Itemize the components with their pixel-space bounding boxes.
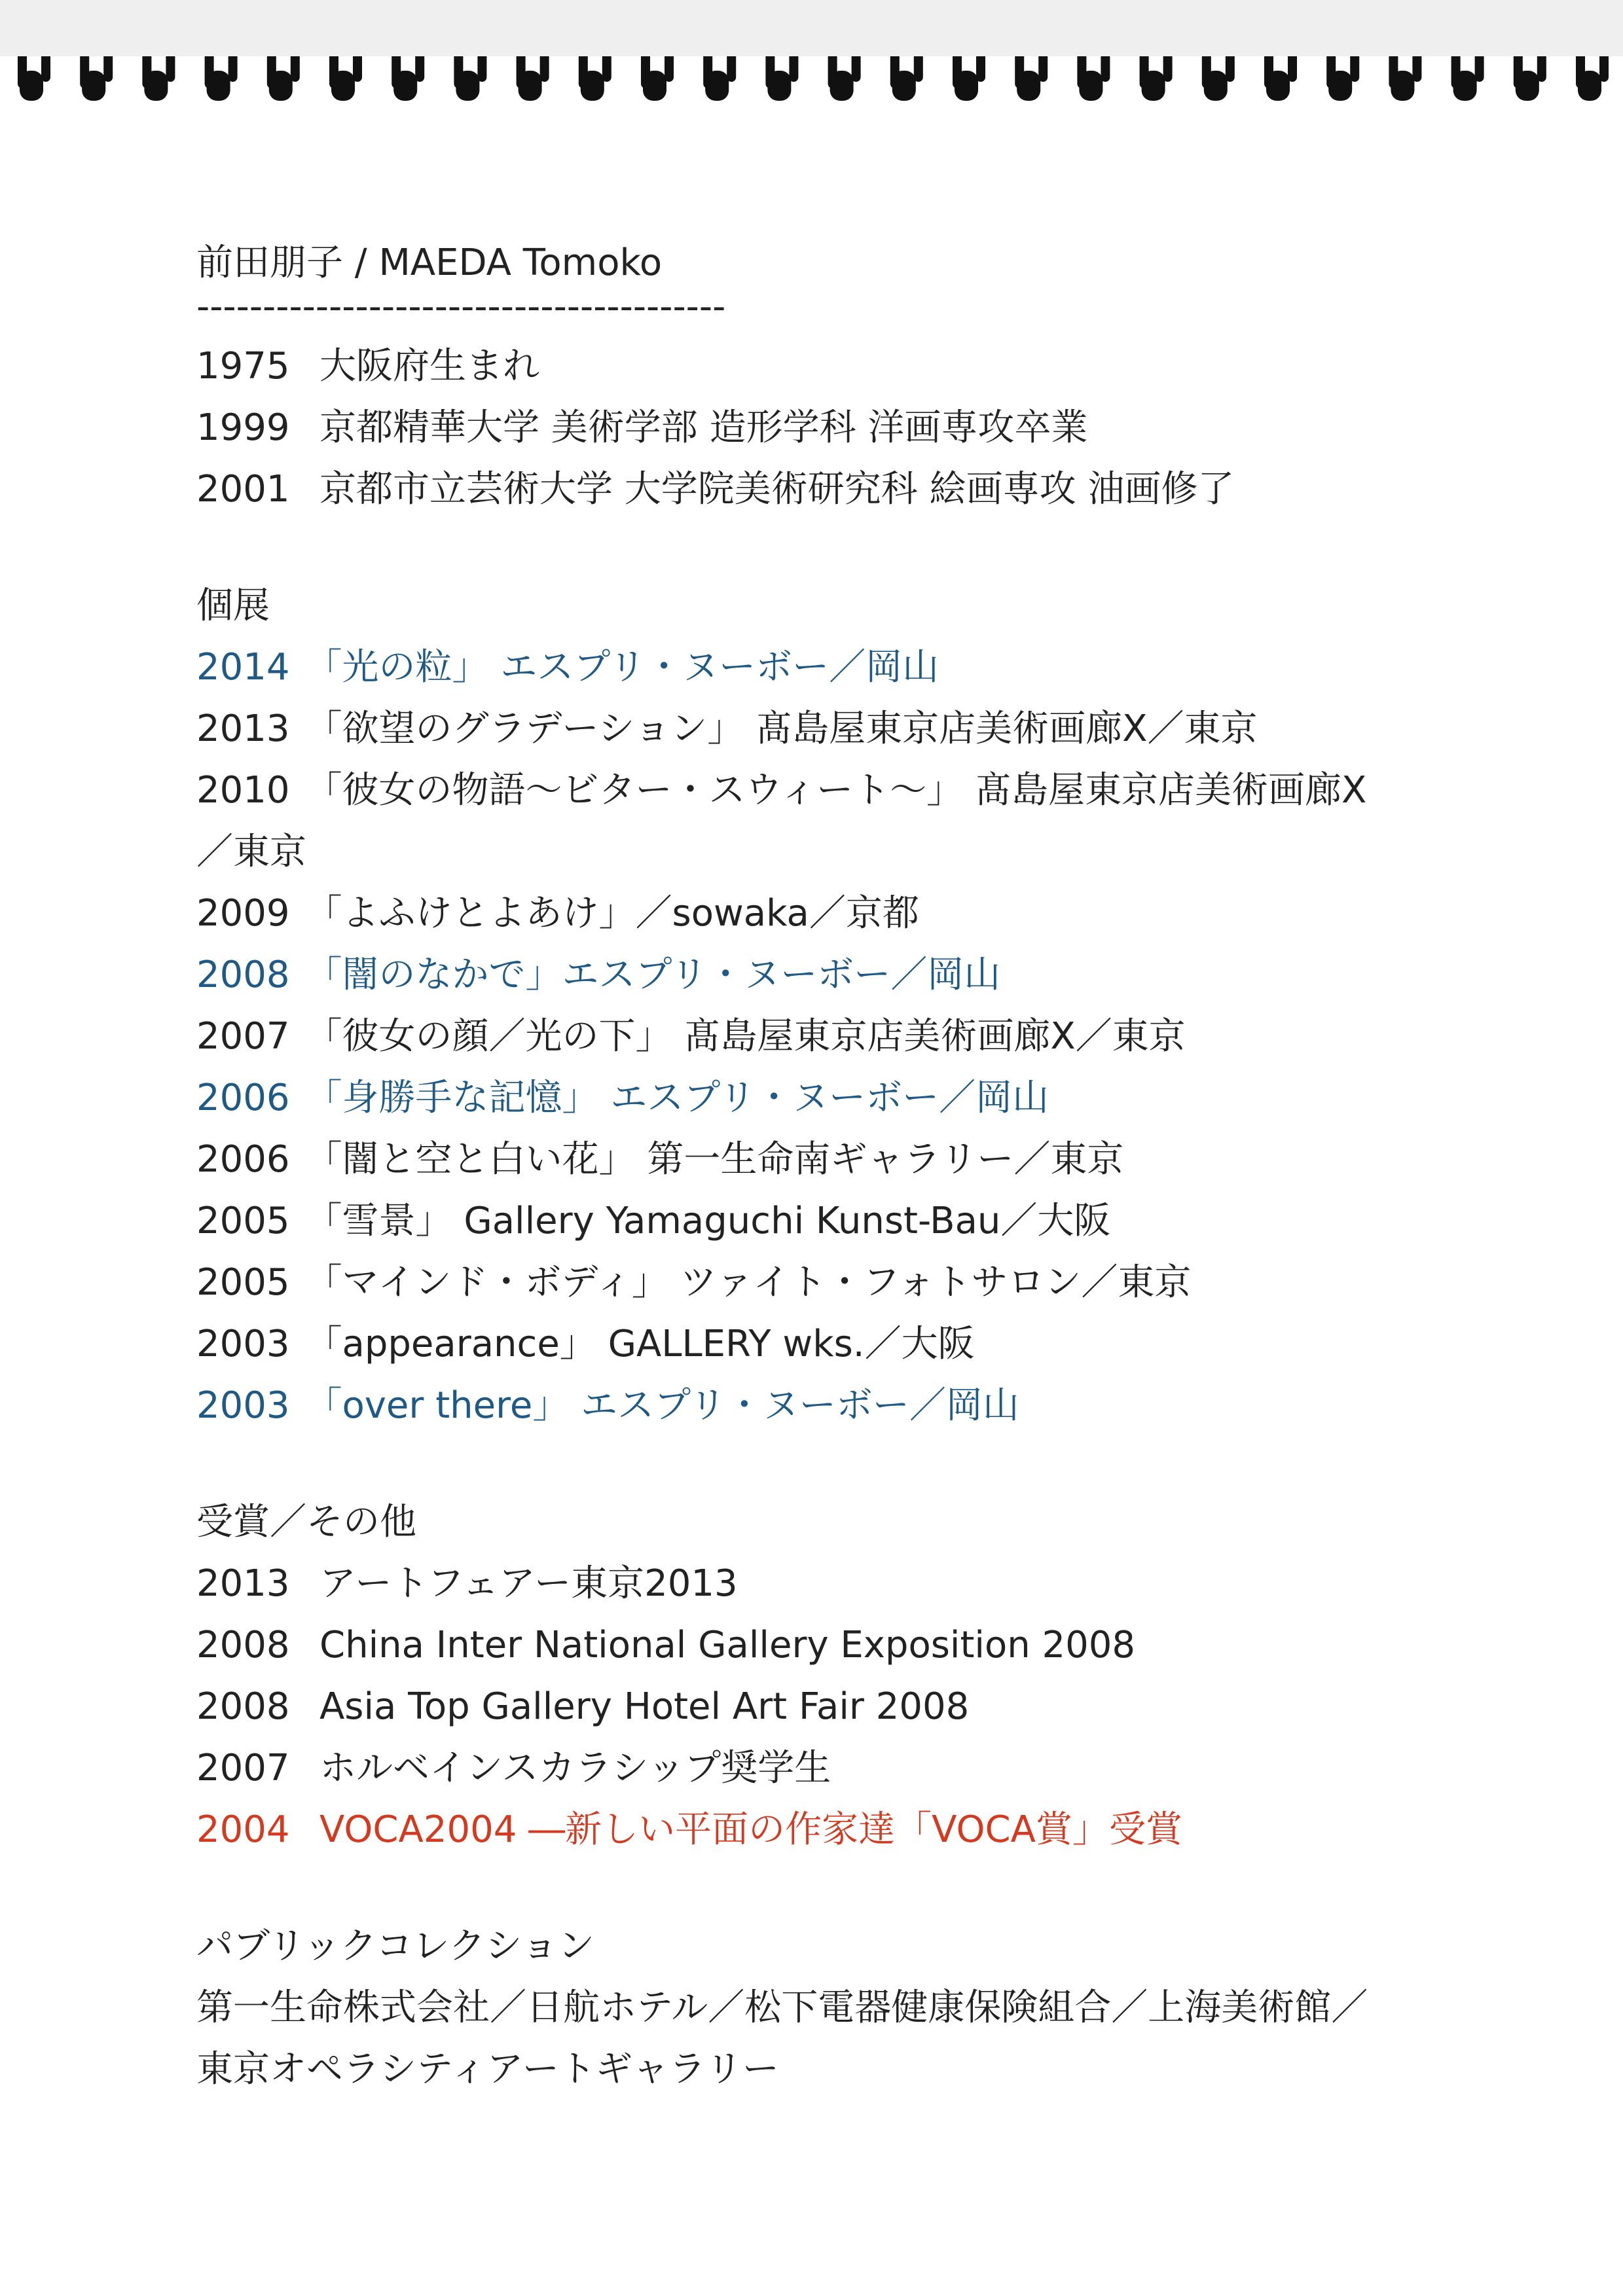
exhibition-text: 「闇のなかで」エスプリ・ヌーボー／岡山: [305, 954, 1001, 996]
collections-line: 東京オペラシティアートギャラリー: [196, 2048, 779, 2090]
award-text: China Inter National Gallery Exposition 2008: [319, 1624, 1136, 1666]
exhibition-row: [196, 883, 1506, 944]
award-year: 2008: [196, 1685, 290, 1728]
exhibition-year: 2014: [196, 646, 290, 689]
exhibition-year: 2005: [196, 1261, 290, 1304]
exhibition-year: 2008: [196, 954, 290, 996]
bio-text: 京都市立芸術大学 大学院美術研究科 絵画専攻 油画修了: [319, 468, 1235, 511]
exhibition-year: 2007: [196, 1015, 290, 1058]
exhibition-text: 「appearance」 GALLERY wks.／大阪: [305, 1323, 975, 1365]
award-text: アートフェアー東京2013: [319, 1562, 738, 1605]
bio-text: 京都精華大学 美術学部 造形学科 洋画専攻卒業: [319, 406, 1088, 449]
artist-name: 前田朋子 / MAEDA Tomoko: [196, 242, 663, 284]
award-year: 2007: [196, 1747, 290, 1789]
award-year: 2013: [196, 1562, 290, 1605]
exhibition-text: 「彼女の物語〜ビター・スウィート〜」 髙島屋東京店美術画廊X: [305, 769, 1367, 812]
exhibition-text: 「彼女の顔／光の下」 髙島屋東京店美術画廊X／東京: [305, 1015, 1186, 1058]
exhibition-text: 「over there」 エスプリ・ヌーボー／岡山: [305, 1384, 1019, 1427]
binding-strip: [0, 0, 1623, 56]
solo-exhibitions-section: [196, 575, 1506, 1437]
section-heading-solo: 個展: [196, 584, 270, 627]
exhibition-row: [196, 944, 1506, 1006]
spiral-binding: [0, 0, 1623, 111]
bio-text: 大阪府生まれ: [319, 345, 539, 387]
exhibition-text: 「マインド・ボディ」 ツァイト・フォトサロン／東京: [305, 1261, 1192, 1304]
section-heading-awards: 受賞／その他: [196, 1501, 416, 1543]
exhibition-row: [196, 698, 1506, 760]
exhibition-text: 「雪景」 Gallery Yamaguchi Kunst-Bau／大阪: [305, 1200, 1111, 1242]
bio-row: [196, 336, 1506, 397]
exhibition-year: 2013: [196, 708, 290, 750]
bio-year: 1999: [196, 406, 290, 449]
bio-year: 2001: [196, 468, 290, 511]
exhibition-year: 2009: [196, 892, 290, 935]
exhibition-row: [196, 1314, 1506, 1375]
exhibition-row: [196, 1129, 1506, 1191]
exhibition-text: 「よふけとよあけ」／sowaka／京都: [305, 892, 919, 935]
exhibition-row: [196, 1375, 1506, 1437]
cv-document: [196, 232, 1506, 2100]
award-row: [196, 1553, 1506, 1615]
award-text: VOCA2004 ―新しい平面の作家達「VOCA賞」受賞: [319, 1808, 1182, 1851]
bio-year: 1975: [196, 345, 290, 387]
exhibition-text: 「闇と空と白い花」 第一生命南ギャラリー／東京: [305, 1138, 1124, 1181]
exhibition-row: [196, 1191, 1506, 1252]
award-row: [196, 1799, 1506, 1861]
award-row: [196, 1676, 1506, 1738]
exhibition-row: [196, 1006, 1506, 1067]
bio-row: [196, 397, 1506, 459]
award-text: ホルベインスカラシップ奨学生: [319, 1747, 831, 1789]
exhibition-year: 2005: [196, 1200, 290, 1242]
award-row: [196, 1738, 1506, 1799]
exhibition-text: 「身勝手な記憶」 エスプリ・ヌーボー／岡山: [305, 1077, 1049, 1119]
exhibition-row: [196, 1067, 1506, 1129]
award-year: 2004: [196, 1808, 290, 1851]
exhibition-row: [196, 637, 1506, 698]
exhibition-year: 2003: [196, 1323, 290, 1365]
awards-section: [196, 1492, 1506, 1861]
exhibition-year: 2003: [196, 1384, 290, 1427]
section-heading-collections: パブリックコレクション: [196, 1925, 595, 1967]
exhibition-text: 「光の粒」 エスプリ・ヌーボー／岡山: [305, 646, 939, 689]
divider-line: ----------------------------------------: [196, 294, 726, 328]
exhibition-year: 2010: [196, 769, 290, 812]
biography-section: [196, 336, 1506, 520]
award-row: [196, 1615, 1506, 1676]
award-text: Asia Top Gallery Hotel Art Fair 2008: [319, 1685, 970, 1728]
exhibition-row: [196, 760, 1506, 821]
bio-row: [196, 459, 1506, 520]
collections-section: [196, 1916, 1506, 2100]
award-year: 2008: [196, 1624, 290, 1666]
exhibition-year: 2006: [196, 1077, 290, 1119]
exhibition-continuation: ／東京: [196, 831, 306, 873]
collections-line: 第一生命株式会社／日航ホテル／松下電器健康保険組合／上海美術館／: [196, 1986, 1368, 2029]
exhibition-row: [196, 1252, 1506, 1314]
exhibition-year: 2006: [196, 1138, 290, 1181]
exhibition-text: 「欲望のグラデーション」 髙島屋東京店美術画廊X／東京: [305, 708, 1258, 750]
